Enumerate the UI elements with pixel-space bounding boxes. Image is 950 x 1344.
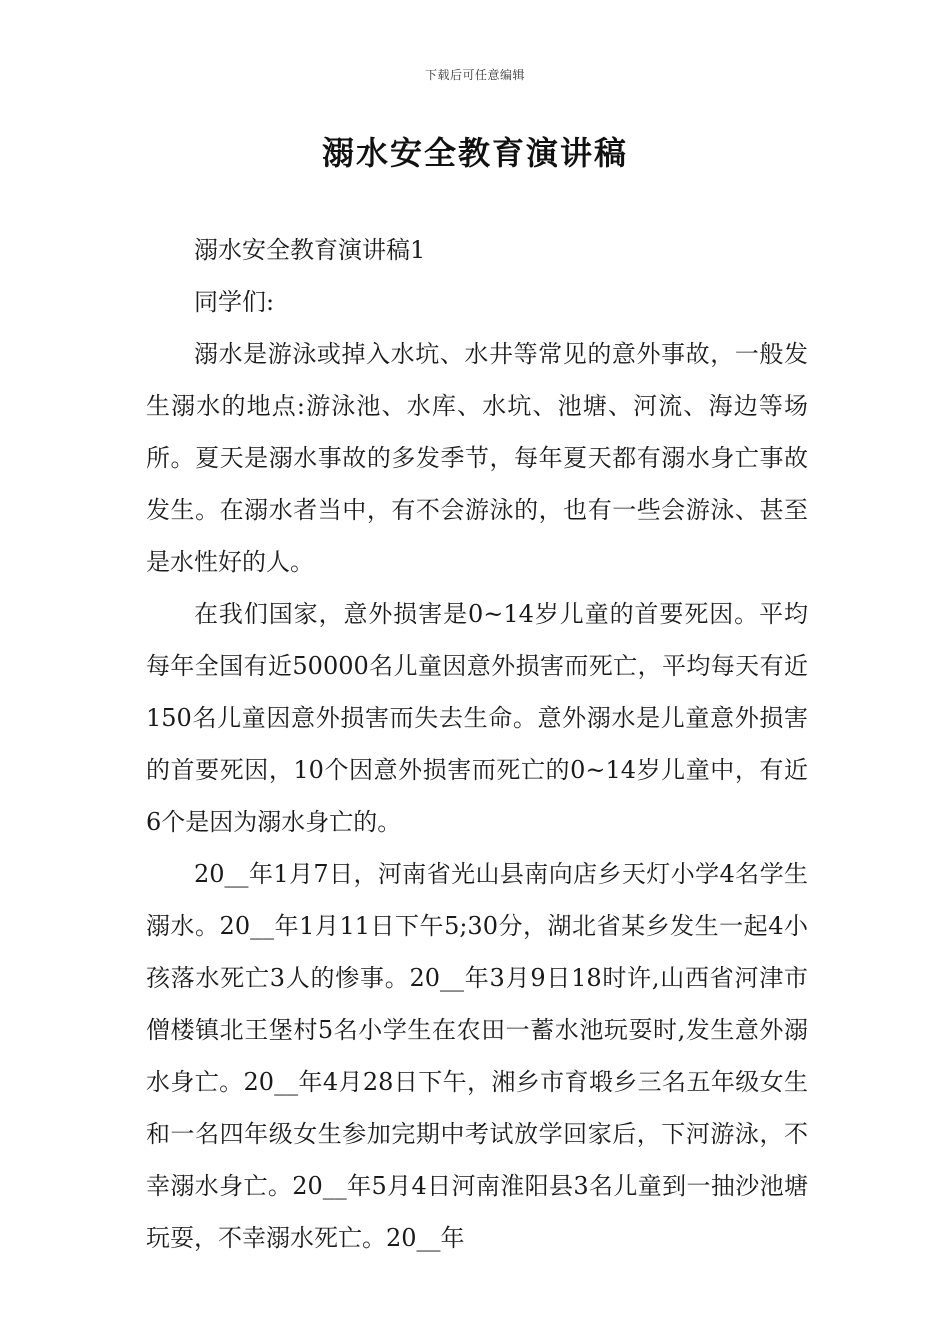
salutation: 同学们: <box>194 288 275 316</box>
header-note: 下载后可任意编辑 <box>424 68 525 82</box>
section-heading: 溺水安全教育演讲稿1 <box>194 236 426 264</box>
paragraph: 20__年1月7日，河南省光山县南向店乡天灯小学4名学生溺水。20__年1月11日下午5;30分，湖北省某乡发生一起4小孩落水死亡3人的惨事。20__年3月9日18时许,山西省河津市僧楼镇北王堡村5名小学生在农田一蓄水池玩耍时,发生意外溺水身亡。20__年4月28日下午，湘乡市育塅乡三名五年级女生和一名四年级女生参加完期中考试放学回家后，下河游泳，不幸溺水身亡。20__年5月4日河南淮阳县3名儿童到一抽沙池塘玩耍，不幸溺水死亡。20__年 <box>146 860 808 1252</box>
document-title: 溺水安全教育演讲稿 <box>321 134 628 172</box>
paragraph: 在我们国家，意外损害是0~14岁儿童的首要死因。平均每年全国有近50000名儿童因意外损害而死亡，平均每天有近150名儿童因意外损害而失去生命。意外溺水是儿童意外损害的首要死因，10个因意外损害而死亡的0~14岁儿童中，有近6个是因为溺水身亡的。 <box>146 600 808 836</box>
document-body <box>146 224 808 1264</box>
paragraph: 溺水是游泳或掉入水坑、水井等常见的意外事故，一般发生溺水的地点:游泳池、水库、水坑、池塘、河流、海边等场所。夏天是溺水事故的多发季节，每年夏天都有溺水身亡事故发生。在溺水者当中，有不会游泳的，也有一些会游泳、甚至是水性好的人。 <box>146 340 808 576</box>
